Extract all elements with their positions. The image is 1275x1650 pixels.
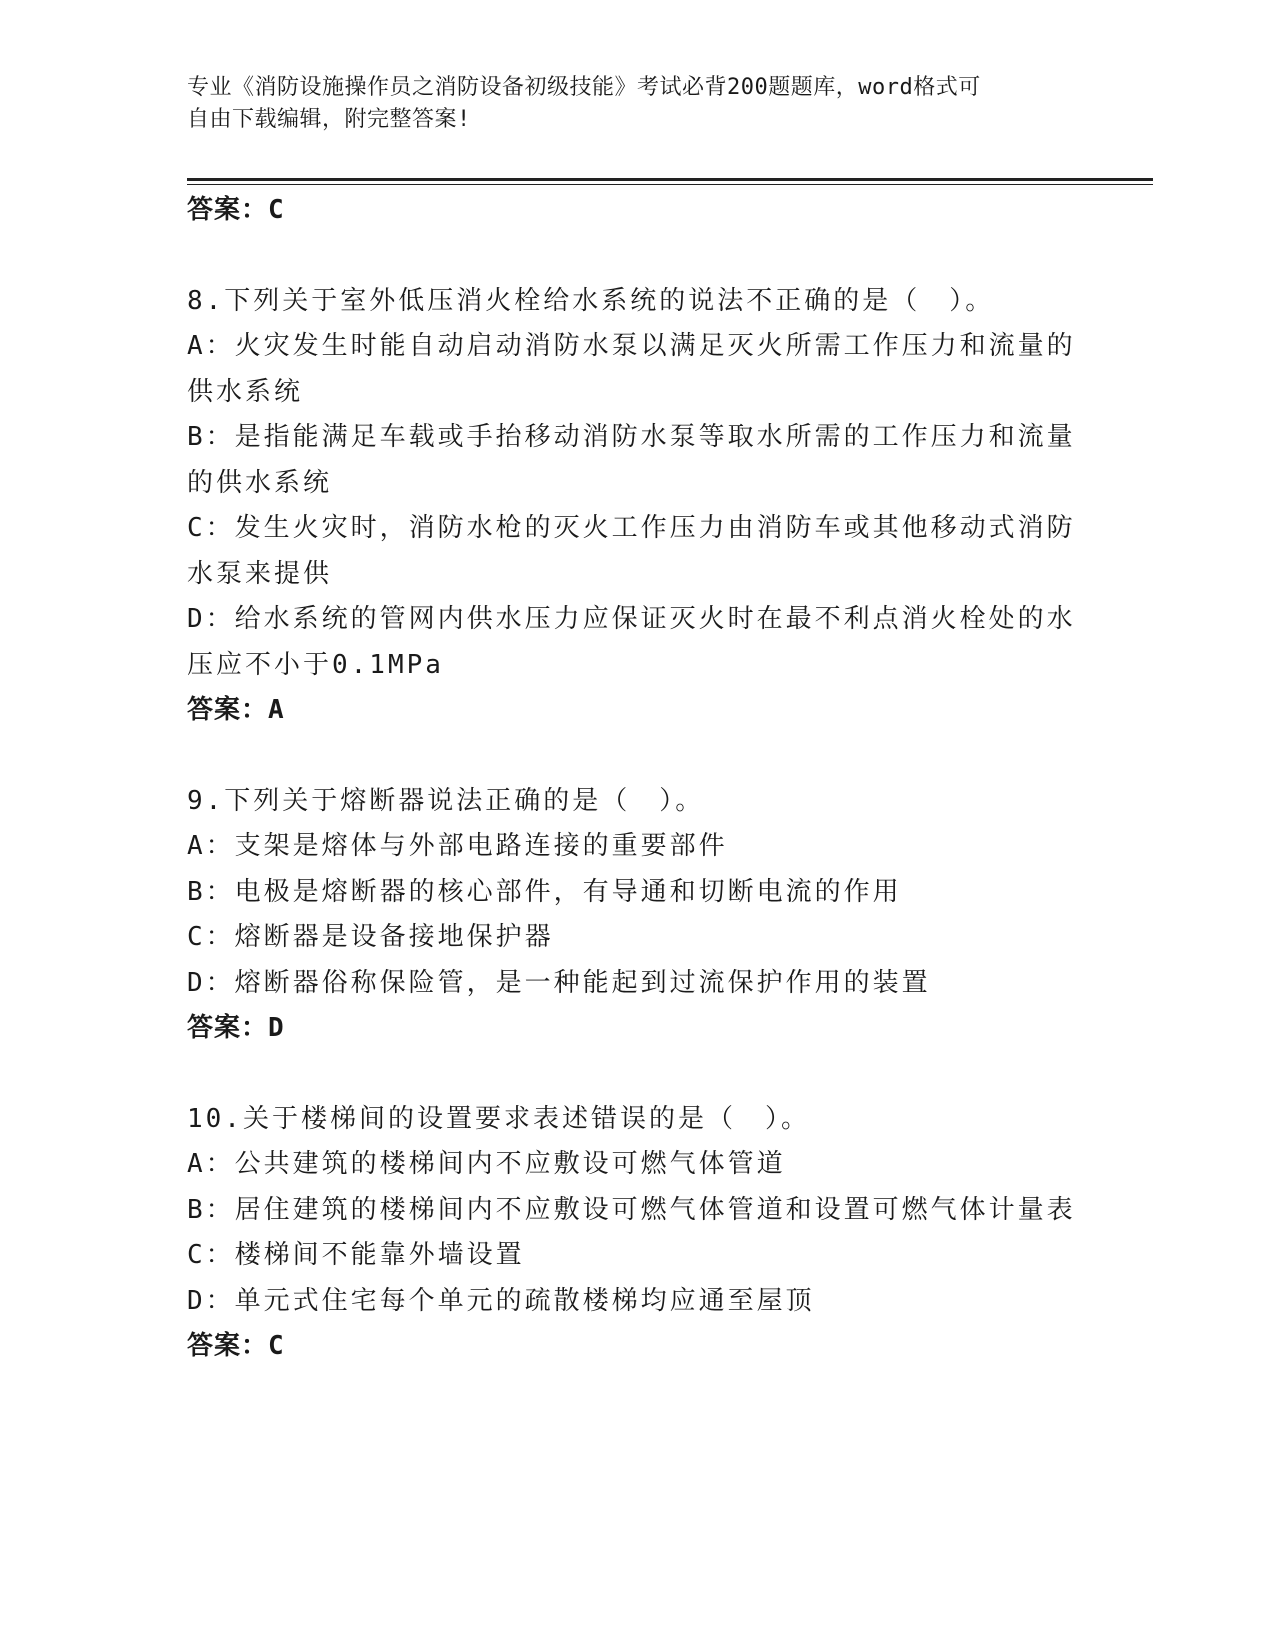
option-line: A：支架是熔体与外部电路连接的重要部件 <box>187 831 728 861</box>
header-rule-thin <box>187 184 1153 185</box>
answer-line: 答案：A <box>187 695 285 725</box>
question-block <box>187 779 1087 1052</box>
answer-line: 答案：C <box>187 1331 285 1361</box>
option-line: C：熔断器是设备接地保护器 <box>187 922 554 952</box>
option-line: D：单元式住宅每个单元的疏散楼梯均应通至屋顶 <box>187 1285 815 1316</box>
option-line: D：熔断器俗称保险管，是一种能起到过流保护作用的装置 <box>187 967 931 998</box>
question-block <box>187 1097 1087 1370</box>
answer-line: 答案：C <box>187 195 285 225</box>
option-line: B：是指能满足车载或手抬移动消防水泵等取水所需的工作压力和流量 <box>187 422 1076 452</box>
option-line: C：楼梯间不能靠外墙设置 <box>187 1240 525 1270</box>
option-line: C：发生火灾时，消防水枪的灭火工作压力由消防车或其他移动式消防 <box>187 513 1076 543</box>
answer-line: 答案：D <box>187 1013 285 1043</box>
document-header: 专业《消防设施操作员之消防设备初级技能》考试必背200题题库，word格式可 自由下载编辑，附完整答案! <box>187 75 981 132</box>
question-stem: 8.下列关于室外低压消火栓给水系统的说法不正确的是（ ）。 <box>187 285 995 316</box>
option-line: 的供水系统 <box>187 467 333 498</box>
option-line: B：电极是熔断器的核心部件，有导通和切断电流的作用 <box>187 876 902 907</box>
option-line: 压应不小于0.1MPa <box>187 649 444 680</box>
header-rule-thick <box>187 178 1153 181</box>
spacer <box>187 234 1087 279</box>
option-line: D：给水系统的管网内供水压力应保证灭火时在最不利点消火栓处的水 <box>187 604 1076 634</box>
option-line: 供水系统 <box>187 376 304 407</box>
option-line: 水泵来提供 <box>187 558 333 589</box>
option-line: B：居住建筑的楼梯间内不应敷设可燃气体管道和设置可燃气体计量表 <box>187 1194 1076 1225</box>
question-stem: 9.下列关于熔断器说法正确的是（ ）。 <box>187 785 705 816</box>
question-stem: 10.关于楼梯间的设置要求表述错误的是（ ）。 <box>187 1103 810 1134</box>
option-line: A：公共建筑的楼梯间内不应敷设可燃气体管道 <box>187 1149 786 1179</box>
document-body <box>187 188 1087 1370</box>
spacer <box>187 734 1087 779</box>
option-line: A：火灾发生时能自动启动消防水泵以满足灭火所需工作压力和流量的 <box>187 331 1076 361</box>
question-block <box>187 279 1087 734</box>
spacer <box>187 1052 1087 1097</box>
